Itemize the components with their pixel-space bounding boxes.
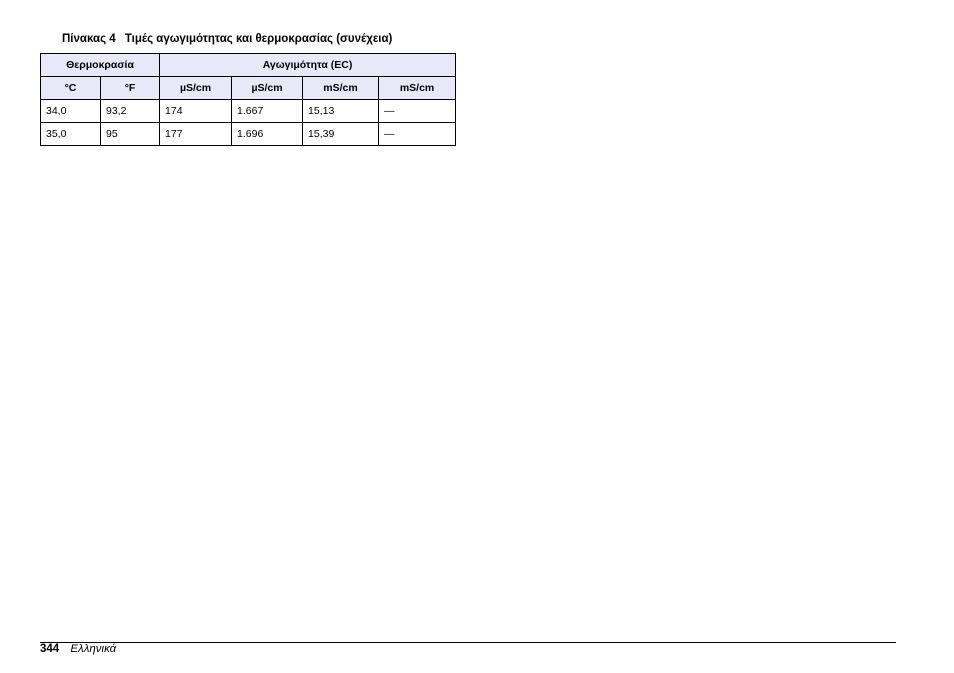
table-row — [41, 123, 456, 146]
conductivity-temperature-table — [40, 53, 456, 146]
header-us-cm-2: µS/cm — [232, 77, 303, 100]
footer-rule — [40, 642, 896, 643]
header-us-cm-1: µS/cm — [160, 77, 232, 100]
footer-language: Ελληνικά — [70, 643, 117, 655]
unit-header-row — [41, 77, 456, 100]
table-cell: 1.667 — [232, 100, 303, 123]
table-cell: 15,39 — [303, 123, 379, 146]
table-title: Τιμές αγωγιμότητας και θερμοκρασίας (συνέχεια) — [124, 33, 393, 45]
header-conductivity: Αγωγιμότητα (EC) — [160, 54, 456, 77]
table-cell: 35,0 — [41, 123, 101, 146]
header-celsius: °C — [41, 77, 101, 100]
table-row — [41, 100, 456, 123]
header-fahrenheit: °F — [101, 77, 160, 100]
header-ms-cm-1: mS/cm — [303, 77, 379, 100]
table-cell: — — [379, 123, 456, 146]
table-number: Πίνακας 4 — [62, 33, 116, 45]
table-cell: 95 — [101, 123, 160, 146]
group-header-row — [41, 54, 456, 77]
table-cell: 34,0 — [41, 100, 101, 123]
header-temperature: Θερμοκρασία — [41, 54, 160, 77]
table-cell: 174 — [160, 100, 232, 123]
header-ms-cm-2: mS/cm — [379, 77, 456, 100]
page-number: 344 — [40, 643, 60, 655]
table-cell: 177 — [160, 123, 232, 146]
table-caption — [62, 33, 392, 45]
page-footer — [40, 643, 116, 655]
table-cell: 93,2 — [101, 100, 160, 123]
table-cell: 15,13 — [303, 100, 379, 123]
table-cell: — — [379, 100, 456, 123]
table-cell: 1.696 — [232, 123, 303, 146]
